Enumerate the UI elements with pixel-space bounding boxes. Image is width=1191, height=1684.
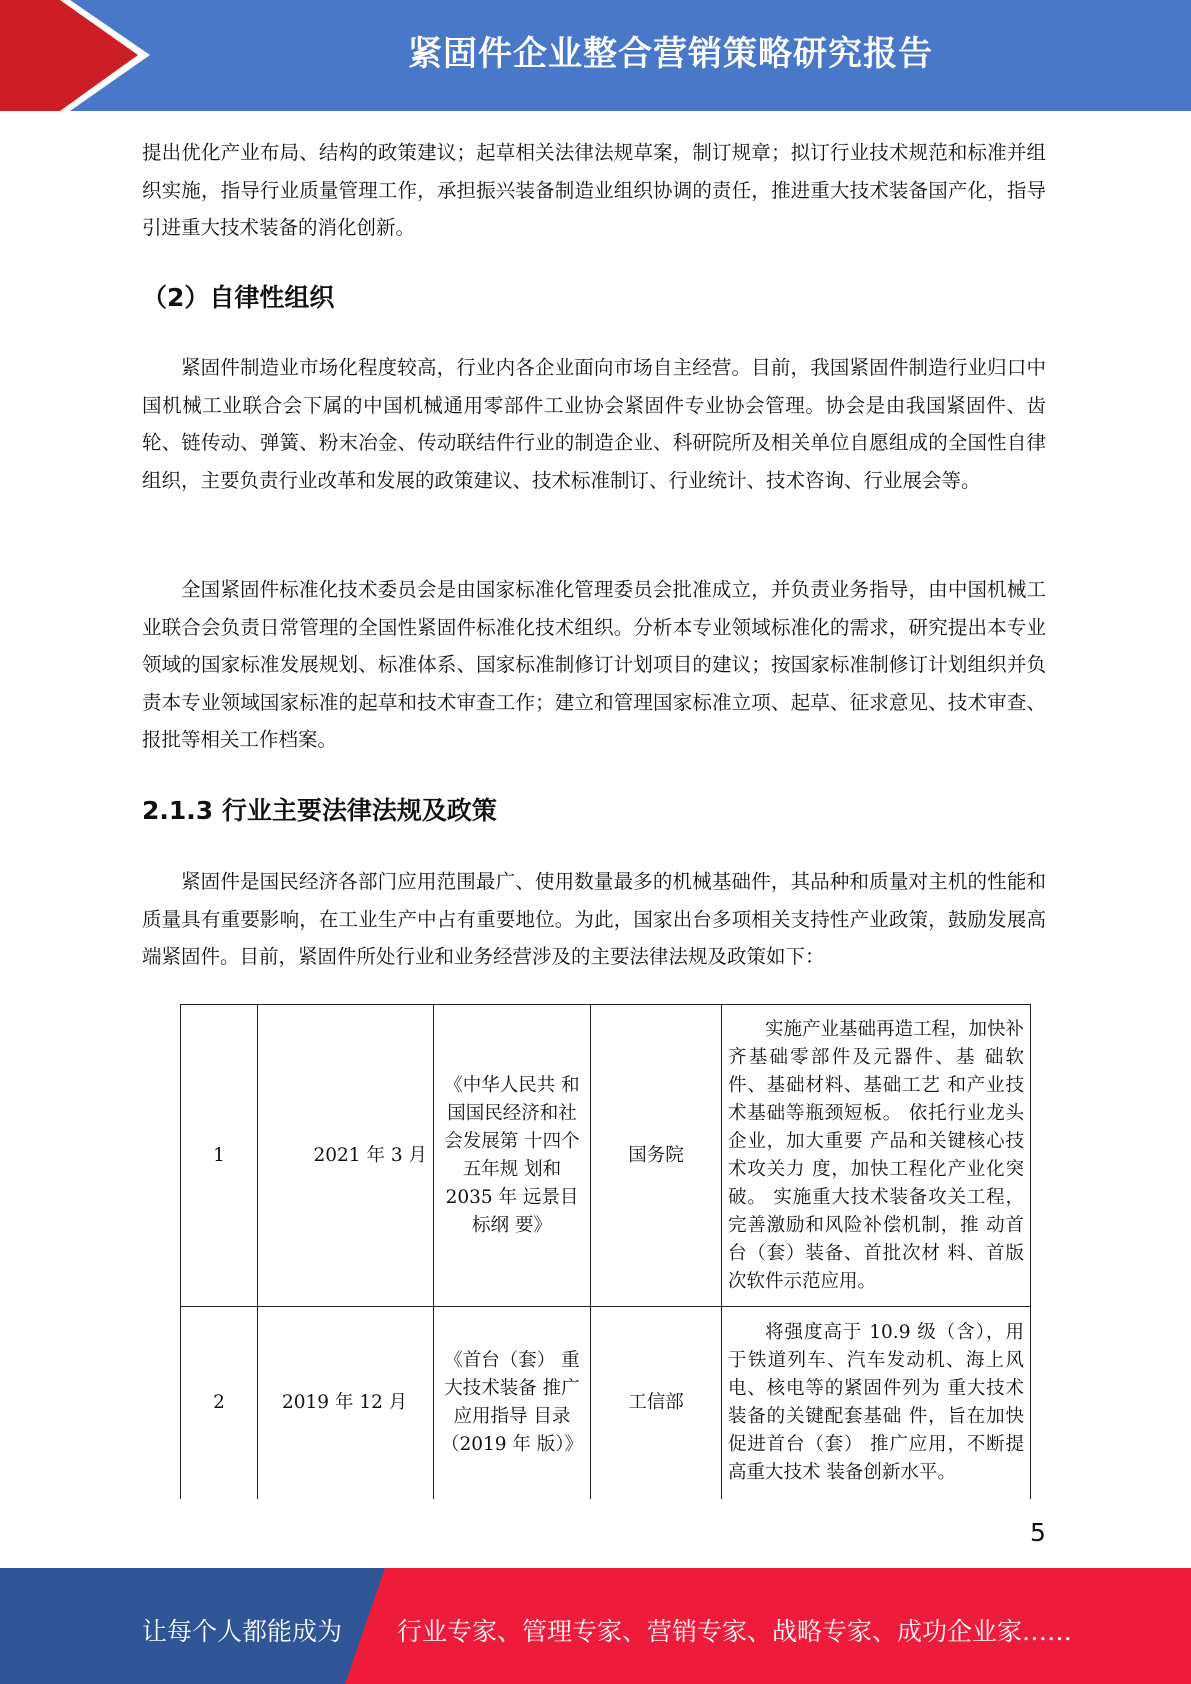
policy-table	[180, 1004, 1031, 1499]
page-number: 5	[1030, 1518, 1046, 1547]
paragraph-policies-intro: 紧固件是国民经济各部门应用范围最广、使用数量最多的机械基础件，其品种和质量对主机的性能和质量具有重要影响，在工业生产中占有重要地位。为此，国家出台多项相关支持性产业政策，鼓励发展高端紧固件。目前，紧固件所处行业和业务经营涉及的主要法律法规及政策如下：	[142, 870, 1046, 968]
section-heading-self-regulatory: （2）自律性组织	[142, 283, 335, 312]
issue-date: 2021 年 3 月	[258, 1005, 434, 1307]
header-arrow-graphic	[0, 0, 150, 111]
paragraph-association: 紧固件制造业市场化程度较高，行业内各企业面向市场自主经营。目前，我国紧固件制造行业归口中国机械工业联合会下属的中国机械通用零部件工业协会紧固件专业协会管理。协会是由我国紧固件、齿轮、链传动、弹簧、粉末冶金、传动联结件行业的制造企业、科研院所及相关单位自愿组成的全国性自律组织，主要负责行业改革和发展的政策建议、技术标准制订、行业统计、技术咨询、行业展会等。	[142, 356, 1046, 492]
row-number: 2	[181, 1307, 258, 1499]
paragraph-intro: 提出优化产业布局、结构的政策建议；起草相关法律法规草案，制订规章；拟订行业技术规范和标准并组织实施，指导行业质量管理工作，承担振兴装备制造业组织协调的责任，推进重大技术装备国产化，指导引进重大技术装备的消化创新。	[142, 141, 1046, 239]
footer-banner	[0, 1568, 1191, 1684]
table-row	[181, 1307, 1031, 1499]
paragraph-standards-committee: 全国紧固件标准化技术委员会是由国家标准化管理委员会批准成立，并负责业务指导，由中国机械工业联合会负责日常管理的全国性紧固件标准化技术组织。分析本专业领域标准化的需求，研究提出本专业领域的国家标准发展规划、标准体系、国家标准制修订计划项目的建议；按国家标准制修订计划组织并负责本专业领域国家标准的起草和技术审查工作；建立和管理国家标准立项、起草、征求意见、技术审查、报批等相关工作档案。	[142, 578, 1046, 751]
report-title: 紧固件企业整合营销策略研究报告	[408, 34, 933, 74]
table-row	[181, 1005, 1031, 1307]
footer-slogan-left: 让每个人都能成为	[142, 1617, 343, 1646]
issuing-agency: 工信部	[591, 1307, 722, 1499]
issuing-agency: 国务院	[591, 1005, 722, 1307]
policy-description: 实施产业基础再造工程，加快补齐基础零部件及元器件、基 础软件、基础材料、基础工艺 和产业技术基础等瓶颈短板。 依托行业龙头企业，加大重要 产品和关键核心技术攻关力 度，加快工程化产业化突破。 实施重大技术装备攻关工程， 完善激励和风险补偿机制，推 动首台（套）装备、首批次材 料、首版次软件示范应用。	[722, 1005, 1031, 1307]
header-banner	[0, 0, 1191, 111]
policy-name: 《中华人民共 和国国民经济和社会发展第 十四个五年规 划和 2035 年 远景目标纲 要》	[434, 1005, 591, 1307]
policy-name: 《首台（套） 重大技术装备 推广应用指导 目录（2019 年 版）》	[434, 1307, 591, 1499]
policy-description: 将强度高于 10.9 级（含），用 于铁道列车、汽车发动机、海上风电、核电等的紧固件列为 重大技术装备的关键配套基础 件，旨在加快促进首台（套） 推广应用，不断提高重大技术 装备创新水平。	[722, 1307, 1031, 1499]
section-heading-laws-policies: 2.1.3 行业主要法律法规及政策	[142, 796, 497, 825]
issue-date: 2019 年 12 月	[258, 1307, 434, 1499]
footer-slogan-right: 行业专家、管理专家、营销专家、战略专家、成功企业家……	[397, 1617, 1073, 1646]
row-number: 1	[181, 1005, 258, 1307]
